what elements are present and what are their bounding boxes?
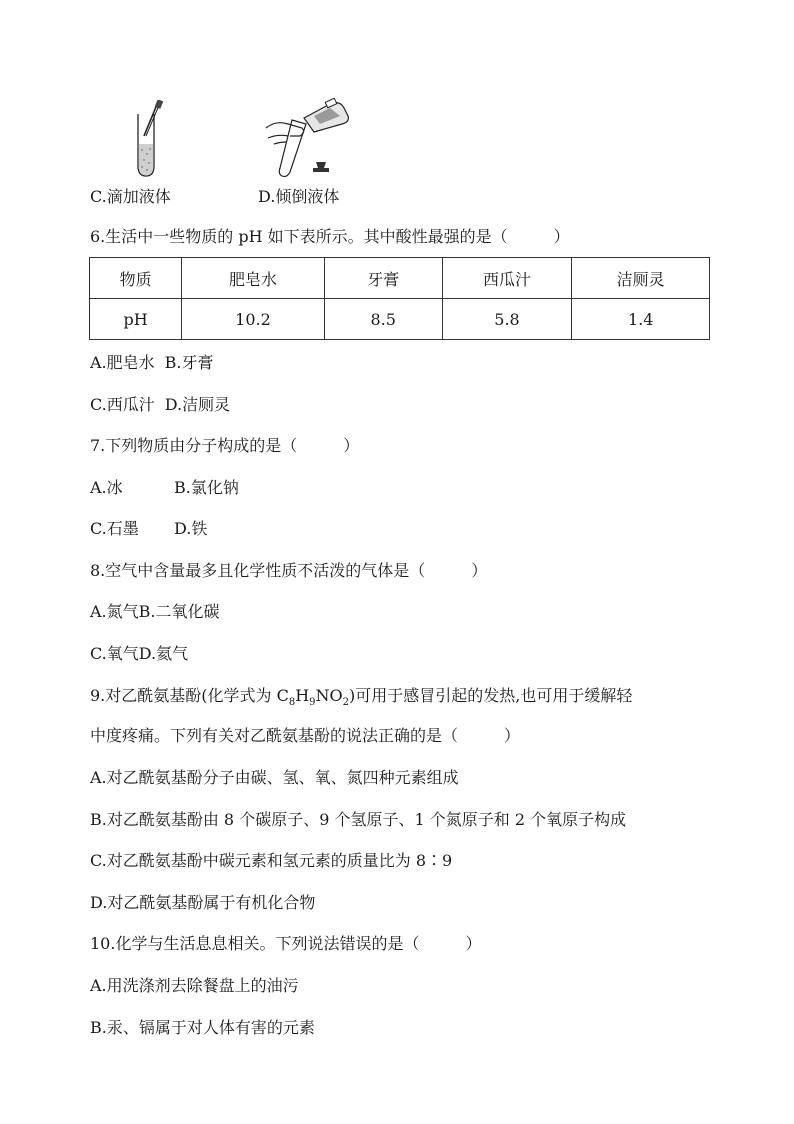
q7-option-b: B.氯化钠 <box>174 478 239 497</box>
q8-option-d: D.氦气 <box>138 644 189 663</box>
q7-option-d: D.铁 <box>174 519 208 538</box>
q8-option-b: B.二氧化碳 <box>138 602 220 621</box>
q6-options-cd <box>90 395 230 415</box>
q6-options-ab <box>90 353 214 373</box>
q7-options-ab <box>90 478 239 498</box>
pouring-liquid-figure <box>260 98 370 180</box>
table-cell: 10.2 <box>182 299 325 340</box>
table-row <box>90 258 710 299</box>
formula-sub: 8 <box>288 697 296 709</box>
q6-stem-text: 6.生活中一些物质的 pH 如下表所示。其中酸性最强的是（ <box>90 227 508 246</box>
formula-sub: 2 <box>342 697 350 709</box>
table-cell: 物质 <box>90 258 182 299</box>
q8-options-cd <box>90 644 188 664</box>
q7-option-c: C.石墨 <box>90 519 139 538</box>
q6-stem-close: ） <box>553 227 570 246</box>
q10-option-b: B.汞、镉属于对人体有害的元素 <box>90 1018 315 1037</box>
table-cell: 牙膏 <box>324 258 442 299</box>
q6-stem <box>90 227 570 247</box>
formula-h: H <box>295 686 310 705</box>
formula-sub: 9 <box>309 697 316 709</box>
q9-stem-close: ） <box>504 726 521 745</box>
q8-stem-text: 8.空气中含量最多且化学性质不活泼的气体是（ <box>90 561 426 580</box>
table-row <box>90 299 710 340</box>
q8-option-c: C.氧气 <box>90 644 139 663</box>
q9-stem-text-b: )可用于感冒引起的发热,也可用于缓解轻 <box>349 686 633 705</box>
q7-options-cd <box>90 519 207 539</box>
q6-option-d: D.洁厕灵 <box>164 395 231 414</box>
q9-stem-line1 <box>90 686 632 713</box>
q7-stem <box>90 436 359 456</box>
q5-figures <box>90 92 490 212</box>
table-cell: pH <box>90 299 182 340</box>
q5-option-c: C.滴加液体 <box>90 187 171 206</box>
q8-option-a: A.氮气 <box>90 602 139 621</box>
q8-stem <box>90 561 487 581</box>
q8-options-ab <box>90 602 220 622</box>
q6-option-b: B.牙膏 <box>164 353 214 372</box>
q10-stem <box>90 934 481 954</box>
q7-option-a: A.冰 <box>90 478 123 497</box>
table-cell: 5.8 <box>442 299 572 340</box>
q10-stem-text: 10.化学与生活息息相关。下列说法错误的是（ <box>90 934 420 953</box>
table-cell: 8.5 <box>324 299 442 340</box>
ph-table <box>89 257 710 340</box>
q7-stem-close: ） <box>343 436 360 455</box>
q9-option-d: D.对乙酰氨基酚属于有机化合物 <box>90 893 316 912</box>
q8-stem-close: ） <box>471 561 488 580</box>
q7-stem-text: 7.下列物质由分子构成的是（ <box>90 436 298 455</box>
q6-option-c: C.西瓜汁 <box>90 395 155 414</box>
table-cell: 1.4 <box>572 299 710 340</box>
q6-option-a: A.肥皂水 <box>90 353 155 372</box>
q9-option-c: C.对乙酰氨基酚中碳元素和氢元素的质量比为 8∶9 <box>90 851 453 870</box>
table-cell: 西瓜汁 <box>442 258 572 299</box>
table-cell: 洁厕灵 <box>572 258 710 299</box>
formula-no: NO <box>315 686 343 705</box>
table-cell: 肥皂水 <box>182 258 325 299</box>
q9-stem-text-c: 中度疼痛。下列有关对乙酰氨基酚的说法正确的是（ <box>90 726 459 745</box>
q9-option-a: A.对乙酰氨基酚分子由碳、氢、氧、氮四种元素组成 <box>90 768 459 787</box>
q10-option-a: A.用洗涤剂去除餐盘上的油污 <box>90 976 299 995</box>
q9-stem-line2 <box>90 726 520 746</box>
q10-stem-close: ） <box>465 934 482 953</box>
q9-stem-text-a: 9.对乙酰氨基酚(化学式为 C <box>90 686 289 705</box>
q5-option-d: D.倾倒液体 <box>258 187 340 206</box>
dropper-test-tube-figure <box>120 100 170 180</box>
q9-option-b: B.对乙酰氨基酚由 8 个碳原子、9 个氢原子、1 个氮原子和 2 个氧原子构成 <box>90 810 627 829</box>
